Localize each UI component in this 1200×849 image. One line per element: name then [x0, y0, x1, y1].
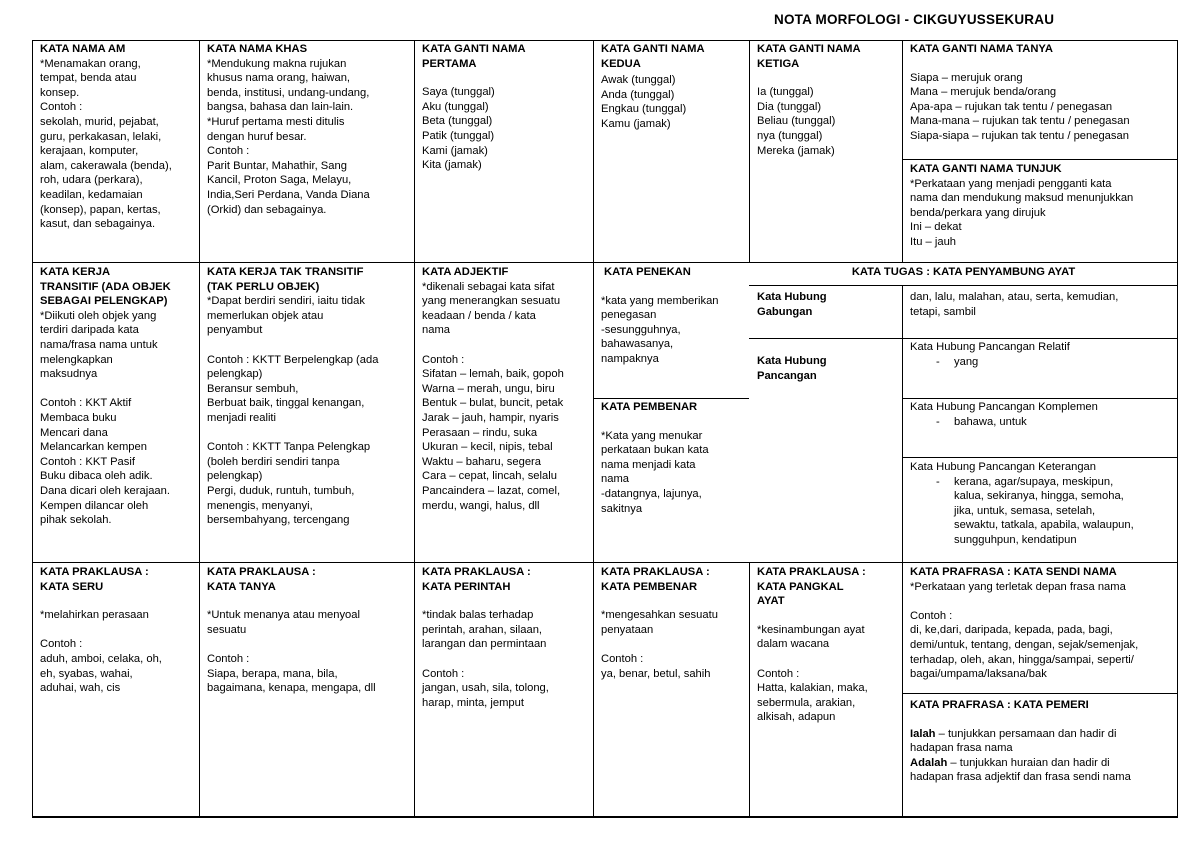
cell-body: Awak (tunggal) Anda (tunggal) Engkau (tunggal) Kamu (jamak): [601, 74, 687, 130]
cell-heading: KATA GANTI NAMA KETIGA: [757, 43, 861, 70]
cell-heading: KATA PRAKLAUSA : KATA SERU: [40, 566, 149, 593]
cell-body: *kesinambungan ayat dalam wacana Contoh : Hatta, kalakian, maka, sebermula, arakian, alkisah, adapun: [757, 623, 868, 724]
cell-kata-hubung-gabungan: [903, 286, 1177, 338]
cell-heading: KATA PENEKAN: [604, 266, 691, 278]
cell-pancangan-keterangan: [903, 459, 1177, 562]
cell-kata-ganti-ketiga: [750, 41, 902, 262]
cell-kata-hubung-pancangan-label: [750, 339, 902, 562]
cell-kata-kerja-tak-transitif: [200, 264, 414, 562]
cell-item: - kerana, agar/supaya, meskipun,: [910, 475, 1170, 490]
cell-heading: KATA PRAFRASA : KATA SENDI NAMA: [910, 566, 1117, 578]
cell-heading: KATA NAMA AM: [40, 43, 126, 55]
cell-title: Kata Hubung Pancangan Relatif: [910, 341, 1070, 353]
cell-body: *Menamakan orang, tempat, benda atau konsep. Contoh : sekolah, murid, pejabat, guru, perkakasan, lelaki, kerajaan, komputer, alam, cakerawala (benda), roh, udara (perkara), keadilan, kedamaian (konsep), papan, kertas, kasut, dan sebagainya.: [40, 57, 172, 231]
cell-label: Kata Hubung Gabungan: [757, 291, 827, 318]
cell-praklausa-pembenar: [594, 564, 749, 816]
cell-heading: KATA NAMA KHAS: [207, 43, 308, 55]
cell-heading: KATA PRAKLAUSA : KATA TANYA: [207, 566, 316, 593]
cell-body: *Diikuti oleh objek yang terdiri daripada kata nama/frasa nama untuk melengkapkan maksudnya Contoh : KKT Aktif Membaca buku Mencari dana Melancarkan kempen Contoh : KKT Pasif Buku dibaca oleh adik. Dana dicari oleh kerajaan. Kempen dilancar oleh pihak sekolah.: [40, 309, 170, 527]
cell-kata-penekan: [594, 264, 749, 398]
cell-body: dan, lalu, malahan, atau, serta, kemudian, tetapi, sambil: [910, 291, 1119, 318]
cell-label: Kata Hubung Pancangan: [757, 355, 827, 382]
cell-kata-adjektif: [415, 264, 593, 562]
cell-heading: KATA GANTI NAMA TUNJUK: [910, 163, 1062, 175]
cell-heading: KATA GANTI NAMA PERTAMA: [422, 43, 526, 70]
cell-kata-tugas-heading: [750, 264, 1177, 285]
cell-body-ialah: [910, 727, 1170, 756]
cell-body: *dikenali sebagai kata sifat yang menerangkan sesuatu keadaan / benda / kata nama Contoh : Sifatan – lemah, baik, gopoh Warna – merah, ungu, biru Bentuk – bulat, buncit, petak Jarak – jauh, hampir, nyaris Perasaan – rindu, suka Ukuran – kecil, nipis, tebal Waktu – baharu, segera Cara – cepat, lincah, selalu Pancaindera – lazat, comel, merdu, wangi, halus, dll: [422, 280, 564, 512]
cell-kata-ganti-tunjuk: [903, 161, 1177, 262]
page-title: NOTA MORFOLOGI - CIKGUYUSSEKURAU: [774, 12, 1055, 27]
cell-body: *kata yang memberikan penegasan -sesungguhnya, bahawasanya, nampaknya: [601, 294, 719, 365]
cell-heading: KATA TUGAS : KATA PENYAMBUNG AYAT: [851, 266, 1076, 278]
cell-item: - bahawa, untuk: [910, 415, 1170, 430]
cell-pancangan-komplemen: [903, 399, 1177, 457]
cell-praklausa-pangkal: [750, 564, 902, 816]
cell-praklausa-perintah: [415, 564, 593, 816]
cell-kata-pembenar: [594, 399, 749, 562]
cell-body: *Perkataan yang terletak depan frasa nama Contoh : di, ke,dari, daripada, kepada, pada, bagi, demi/untuk, tentang, dengan, sejak/semenjak, terhadap, oleh, akan, hingga/sampai, seperti/ bagai/umpama/laksana/bak: [910, 580, 1139, 681]
cell-body: *Mendukung makna rujukan khusus nama orang, haiwan, benda, institusi, undang-undang, bangsa, bahasa dan lain-lain. *Huruf pertama mesti ditulis dengan huruf besar. Contoh : Parit Buntar, Mahathir, Sang Kancil, Proton Saga, Melayu, India,Seri Perdana, Vanda Diana (Orkid) dan sebagainya.: [207, 57, 370, 216]
cell-heading: KATA KERJA TAK TRANSITIF (TAK PERLU OBJEK): [207, 266, 364, 293]
cell-kata-nama-am: [33, 41, 199, 262]
cell-heading: KATA PRAKLAUSA : KATA PANGKAL AYAT: [757, 566, 866, 608]
cell-item-continuation: kalua, sekiranya, hingga, semoha, jika, untuk, semasa, setelah, sewaktu, tatkala, apabila, walaupun, sungguhpun, kendatipun: [954, 490, 1134, 546]
cell-body: *Dapat berdiri sendiri, iaitu tidak memerlukan objek atau penyambut Contoh : KKTT Berpelengkap (ada pelengkap) Beransur sembuh, Berbuat baik, tinggal kenangan, menjadi realiti Contoh : KKTT Tanpa Pelengkap (boleh berdiri sendiri tanpa pelengkap) Pergi, duduk, runtuh, tumbuh, menengis, menyanyi, bersembahyang, tercengang: [207, 295, 379, 527]
cell-body: Saya (tunggal) Aku (tunggal) Beta (tunggal) Patik (tunggal) Kami (jamak) Kita (jamak): [422, 86, 495, 172]
cell-heading: KATA ADJEKTIF: [422, 266, 509, 278]
adalah-term: Adalah: [910, 756, 948, 769]
cell-heading: KATA PRAKLAUSA : KATA PEMBENAR: [601, 566, 710, 593]
cell-heading: KATA GANTI NAMA TANYA: [910, 43, 1053, 55]
cell-heading: KATA KERJA TRANSITIF (ADA OBJEK SEBAGAI PELENGKAP): [40, 266, 171, 308]
ialah-term: Ialah: [910, 727, 936, 740]
cell-body-adalah: [910, 756, 1170, 785]
cell-body: Siapa – merujuk orang Mana – merujuk benda/orang Apa-apa – rujukan tak tentu / penegasan Mana-mana – rujukan tak tentu / penegasan Siapa-siapa – rujukan tak tentu / penegasan: [910, 71, 1130, 142]
cell-prafrasa-sendi: [903, 564, 1177, 693]
cell-kata-ganti-tanya: [903, 41, 1177, 159]
cell-title: Kata Hubung Pancangan Komplemen: [910, 401, 1098, 413]
cell-kata-ganti-kedua: [594, 41, 749, 262]
cell-body: *tindak balas terhadap perintah, arahan, silaan, larangan dan permintaan Contoh : jangan, usah, sila, tolong, harap, minta, jemput: [422, 609, 549, 709]
cell-kata-nama-khas: [200, 41, 414, 262]
cell-body: *Perkataan yang menjadi pengganti kata nama dan mendukung maksud menunjukkan benda/perkara yang dirujuk Ini – dekat Itu – jauh: [910, 177, 1134, 248]
cell-kata-kerja-transitif: [33, 264, 199, 562]
cell-praklausa-seru: [33, 564, 199, 816]
cell-heading: KATA GANTI NAMA KEDUA: [601, 43, 705, 70]
cell-item: - yang: [910, 355, 1170, 370]
cell-heading: KATA PRAKLAUSA : KATA PERINTAH: [422, 566, 531, 593]
cell-heading: KATA PEMBENAR: [601, 401, 698, 413]
adalah-definition: – tunjukkan huraian dan hadir di hadapan frasa adjektif dan frasa sendi nama: [910, 756, 1131, 784]
cell-kata-ganti-pertama: [415, 41, 593, 262]
cell-pancangan-relatif: [903, 339, 1177, 398]
cell-body: *mengesahkan sesuatu penyataan Contoh : ya, benar, betul, sahih: [601, 609, 718, 680]
cell-heading: KATA PRAFRASA : KATA PEMERI: [910, 699, 1089, 711]
cell-prafrasa-pemeri: [903, 697, 1177, 816]
cell-title: Kata Hubung Pancangan Keterangan: [910, 461, 1096, 473]
cell-kata-hubung-gabungan-label: [750, 286, 902, 338]
cell-body: Ia (tunggal) Dia (tunggal) Beliau (tunggal) nya (tunggal) Mereka (jamak): [757, 86, 836, 157]
cell-praklausa-tanya: [200, 564, 414, 816]
cell-body: *Untuk menanya atau menyoal sesuatu Contoh : Siapa, berapa, mana, bila, bagaimana, kenapa, mengapa, dll: [207, 609, 376, 695]
cell-body: *Kata yang menukar perkataan bukan kata nama menjadi kata nama -datangnya, lajunya, sakitnya: [601, 429, 709, 515]
ialah-definition: – tunjukkan persamaan dan hadir di hadapan frasa nama: [910, 727, 1117, 755]
cell-body: *melahirkan perasaan Contoh : aduh, amboi, celaka, oh, eh, syabas, wahai, aduhai, wah, cis: [40, 609, 162, 695]
